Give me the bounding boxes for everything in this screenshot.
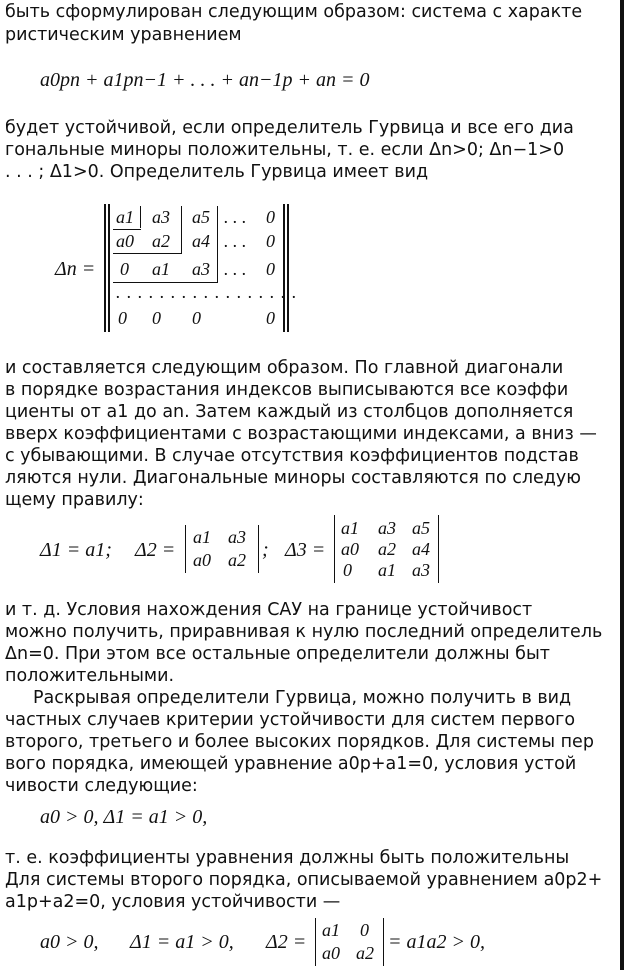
minor-delta-3-lhs: Δ3 =: [285, 539, 326, 561]
text-line: . . . ; Δ1>0. Определитель Гурвица имеет вид: [5, 162, 429, 182]
matrix-cell: a3: [228, 527, 246, 547]
matrix-cell: 0: [266, 259, 275, 279]
matrix-cell: a5: [412, 518, 430, 538]
matrix-cell: 0: [152, 308, 161, 328]
matrix-cell: a2: [152, 231, 170, 251]
matrix-cell: a2: [378, 539, 396, 559]
text-line: ляются нули. Диагональные миноры составляются по следую: [5, 468, 581, 488]
condition-delta-2-rhs: = a1a2 > 0,: [388, 931, 485, 953]
matrix-cell: . . .: [224, 259, 247, 279]
minor-divider: [113, 229, 141, 230]
text-line: Раскрывая определители Гурвица, можно получить в вид: [33, 688, 572, 708]
text-line: частных случаев критерии устойчивости для систем первого: [5, 710, 576, 730]
minor-delta-2-lhs: Δ2 =: [135, 539, 176, 561]
det-bar: [315, 918, 316, 966]
matrix-bar: [104, 204, 106, 332]
matrix-cell: a1: [378, 560, 396, 580]
det-bar: [438, 515, 439, 583]
text-line: будет устойчивой, если определитель Гурвица и все его диа: [5, 118, 574, 138]
matrix-cell: a5: [192, 207, 210, 227]
text-line: вого порядка, имеющей уравнение a0p+a1=0, условия устой: [5, 754, 577, 774]
minor-divider: [113, 253, 182, 254]
matrix-cell: a4: [192, 231, 210, 251]
matrix-cell: 0: [120, 259, 129, 279]
text-line: положительными.: [5, 666, 175, 686]
det-bar: [185, 525, 186, 573]
matrix-cell: a3: [378, 518, 396, 538]
matrix-cell: a0: [322, 943, 340, 963]
minor-divider: [217, 206, 218, 282]
minor-divider: [140, 206, 141, 228]
matrix-bar: [287, 204, 289, 332]
page-edge: [620, 0, 624, 970]
text-line: т. е. коэффициенты уравнения должны быть положительны: [5, 848, 570, 868]
condition-a0: a0 > 0,: [40, 931, 99, 953]
minor-divider: [181, 206, 182, 254]
text-line: a1p+a2=0, условия устойчивости —: [5, 892, 341, 912]
text-line: Для системы второго порядка, описываемой уравнением a0p2+: [5, 870, 603, 890]
matrix-cell: 0: [266, 308, 275, 328]
matrix-bar: [108, 204, 110, 332]
matrix-dots: . . . . . . . . . . . . . . . . .: [116, 282, 298, 302]
matrix-cell: a3: [192, 259, 210, 279]
characteristic-equation: a0pn + a1pn−1 + . . . + an−1p + an = 0: [40, 69, 370, 91]
matrix-cell: a1: [322, 920, 340, 940]
matrix-cell: a0: [193, 550, 211, 570]
text-line: быть сформулирован следующим образом: система с характе: [5, 2, 583, 22]
matrix-cell: . . .: [224, 207, 247, 227]
matrix-cell: a0: [116, 231, 134, 251]
matrix-cell: a3: [152, 207, 170, 227]
matrix-cell: a1: [116, 207, 134, 227]
matrix-cell: a4: [412, 539, 430, 559]
text-line: вверх коэффициентами с возрастающими индексами, а вниз —: [5, 424, 597, 444]
matrix-cell: a1: [152, 259, 170, 279]
matrix-cell: a1: [341, 518, 359, 538]
matrix-cell: a2: [356, 943, 374, 963]
minor-delta-2-tail: ;: [262, 539, 269, 561]
matrix-cell: a2: [228, 550, 246, 570]
matrix-cell: a3: [412, 560, 430, 580]
matrix-cell: 0: [343, 560, 352, 580]
condition-delta-2-lhs: Δ2 =: [266, 931, 307, 953]
first-order-condition: a0 > 0, Δ1 = a1 > 0,: [40, 806, 208, 828]
hurwitz-lhs: Δn =: [55, 258, 96, 280]
minor-delta-1: Δ1 = a1;: [40, 539, 112, 561]
matrix-cell: 0: [118, 308, 127, 328]
text-line: чивости следующие:: [5, 776, 198, 796]
matrix-cell: a0: [341, 539, 359, 559]
text-line: и составляется следующим образом. По главной диагонали: [5, 358, 564, 378]
matrix-cell: a1: [193, 527, 211, 547]
matrix-cell: 0: [266, 207, 275, 227]
matrix-cell: . . .: [224, 231, 247, 251]
text-line: второго, третьего и более высоких порядков. Для системы пер: [5, 732, 594, 752]
matrix-cell: 0: [192, 308, 201, 328]
text-line: можно получить, приравнивая к нулю последний определитель: [5, 622, 603, 642]
matrix-bar: [283, 204, 285, 332]
text-line: Δn=0. При этом все остальные определители должны быт: [5, 644, 550, 664]
det-bar: [334, 515, 335, 583]
matrix-cell: 0: [266, 231, 275, 251]
matrix-cell: 0: [360, 920, 369, 940]
det-bar: [383, 918, 384, 966]
text-line: щему правилу:: [5, 490, 144, 510]
text-line: ристическим уравнением: [5, 25, 242, 45]
det-bar: [258, 525, 259, 573]
text-line: гональные миноры положительны, т. е. если Δn>0; Δn−1>0: [5, 140, 565, 160]
condition-delta-1: Δ1 = a1 > 0,: [130, 931, 234, 953]
text-line: и т. д. Условия нахождения САУ на границе устойчивост: [5, 600, 533, 620]
text-line: в порядке возрастания индексов выписываются все коэффи: [5, 380, 569, 400]
text-line: с убывающими. В случае отсутствия коэффициентов подстав: [5, 446, 579, 466]
text-line: циенты от a1 до an. Затем каждый из столбцов дополняется: [5, 402, 574, 422]
